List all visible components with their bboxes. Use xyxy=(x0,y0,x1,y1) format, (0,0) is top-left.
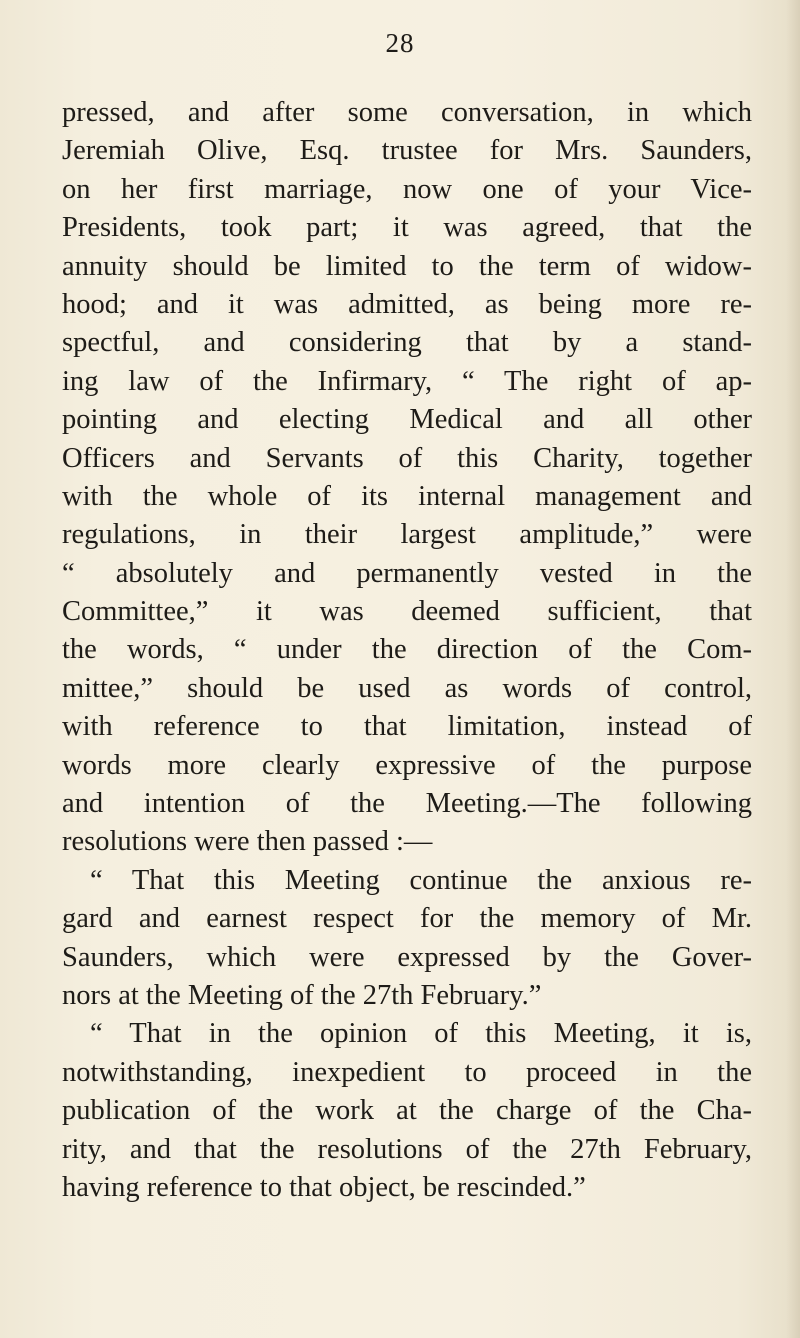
text-line: Committee,” it was deemed sufficient, that xyxy=(62,596,752,628)
text-line: mittee,” should be used as words of control, xyxy=(62,672,752,704)
page-edge-shadow xyxy=(786,0,800,1338)
text-line: nors at the Meeting of the 27th February.” xyxy=(62,979,542,1011)
text-line: “ That in the opinion of this Meeting, it is, xyxy=(90,1018,752,1050)
text-line: spectful, and considering that by a stand- xyxy=(62,327,752,359)
text-line: Presidents, took part; it was agreed, that the xyxy=(62,212,752,244)
text-line: Officers and Servants of this Charity, together xyxy=(62,442,752,474)
text-line: on her first marriage, now one of your Vice- xyxy=(62,173,752,205)
text-line: rity, and that the resolutions of the 27th February, xyxy=(62,1133,752,1165)
text-line: and intention of the Meeting.—The following xyxy=(62,788,752,820)
text-line: pointing and electing Medical and all other xyxy=(62,404,752,436)
text-line: with reference to that limitation, instead of xyxy=(62,711,752,743)
text-line: words more clearly expressive of the purpose xyxy=(62,749,752,781)
text-line: with the whole of its internal management and xyxy=(62,480,752,512)
text-line: “ That this Meeting continue the anxious re- xyxy=(90,864,752,896)
text-line: resolutions were then passed :— xyxy=(62,826,433,858)
text-line: notwithstanding, inexpedient to proceed in the xyxy=(62,1056,752,1088)
text-line: Saunders, which were expressed by the Gover- xyxy=(62,941,752,973)
text-line: ing law of the Infirmary, “ The right of ap- xyxy=(62,365,752,397)
body-text xyxy=(62,94,752,1207)
text-line: “ absolutely and permanently vested in the xyxy=(62,557,752,589)
text-line: gard and earnest respect for the memory of Mr. xyxy=(62,903,752,935)
text-line: annuity should be limited to the term of widow- xyxy=(62,250,752,282)
text-line: regulations, in their largest amplitude,” were xyxy=(62,519,752,551)
text-line: publication of the work at the charge of the Cha- xyxy=(62,1095,752,1127)
page-number: 28 xyxy=(385,28,415,58)
text-line: hood; and it was admitted, as being more re- xyxy=(62,288,752,320)
text-line: pressed, and after some conversation, in which xyxy=(62,97,752,128)
text-line: the words, “ under the direction of the Com- xyxy=(62,634,752,666)
text-line: having reference to that object, be rescinded.” xyxy=(62,1171,586,1203)
text-line: Jeremiah Olive, Esq. trustee for Mrs. Saunders, xyxy=(62,135,752,167)
